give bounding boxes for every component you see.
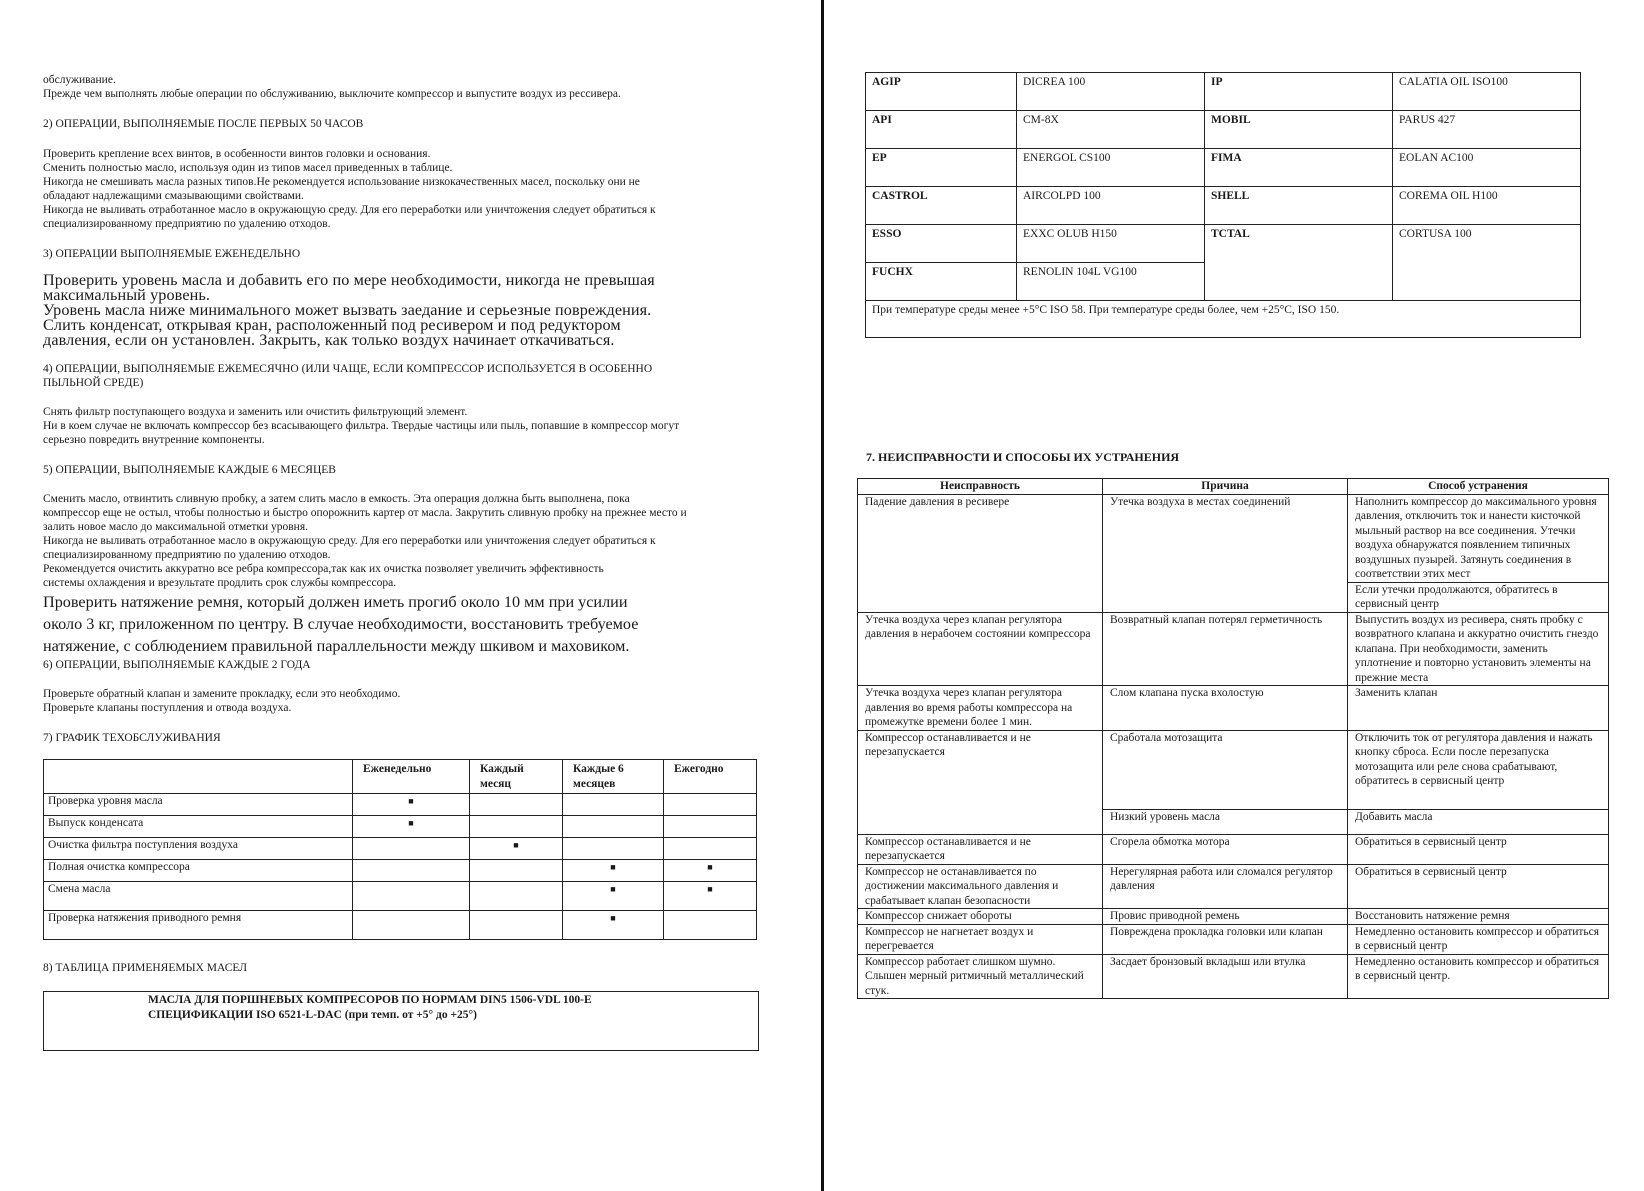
table-row xyxy=(44,882,757,911)
table-cell: Возвратный клапан потерял герметичность xyxy=(1103,612,1348,686)
oil-spec-box xyxy=(43,991,759,1051)
check-mark-cell xyxy=(353,911,470,940)
text-line: Снять фильтр поступающего воздуха и заменить или очистить фильтрующий элемент. xyxy=(43,406,468,418)
text-line: обслуживание. xyxy=(43,74,116,86)
table-cell: Провис приводной ремень xyxy=(1103,909,1348,925)
table-cell: CORTUSA 100 xyxy=(1393,225,1581,301)
table-cell: Утечка воздуха через клапан регулятора давления во время работы компрессора на промежутке времени более 1 мин. xyxy=(858,686,1103,731)
oil-brands-table xyxy=(865,72,1581,338)
check-mark-cell xyxy=(353,860,470,882)
table-cell: CM-8X xyxy=(1017,111,1205,149)
text-line: компрессор еще не остыл, чтобы полностью и быстро опорожнить картер от масла. Закрутить сливную пробку на прежнее место и xyxy=(43,507,687,519)
table-row xyxy=(866,111,1581,149)
table-row xyxy=(858,730,1609,809)
large-text-line: максимальный уровень. xyxy=(43,286,211,304)
text-line: Прежде чем выполнять любые операции по обслуживанию, выключите компрессор и выпустите воздух из рессивера. xyxy=(43,88,621,100)
table-row xyxy=(858,909,1609,925)
table-cell: RENOLIN 104L VG100 xyxy=(1017,263,1205,301)
table-cell: AIRCOLPD 100 xyxy=(1017,187,1205,225)
table-header: Ежегодно xyxy=(664,760,757,794)
table-cell: Повреждена прокладка головки или клапан xyxy=(1103,924,1348,954)
text-line: Проверьте клапаны поступления и отвода воздуха. xyxy=(43,702,292,714)
table-cell: Если утечки продолжаются, обратитесь в сервисный центр xyxy=(1348,582,1609,612)
large-text-line: Уровень масла ниже минимального может вызвать заедание и серьезные повреждения. xyxy=(43,301,652,319)
text-line: Рекомендуется очистить аккуратно все ребра компрессора,так как их очистка позволяет увеличить эффективность xyxy=(43,563,604,575)
table-cell: Отключить ток от регулятора давления и нажать кнопку сброса. Если после перезапуска мотозащита или реле снова срабатывают, обратитесь в сервисный центр xyxy=(1348,730,1609,809)
section-2-title: 2) ОПЕРАЦИИ, ВЫПОЛНЯЕМЫЕ ПОСЛЕ ПЕРВЫХ 50 ЧАСОВ xyxy=(43,118,364,130)
text-line: серьезно повредить внутренние компоненты. xyxy=(43,434,265,446)
table-cell: Проверка натяжения приводного ремня xyxy=(44,911,353,940)
table-header: Причина xyxy=(1103,479,1348,495)
check-mark-cell: ■ xyxy=(353,816,470,838)
text-line: обладают надлежащими смазывающими свойствами. xyxy=(43,190,304,202)
table-cell: CASTROL xyxy=(866,187,1017,225)
check-mark-cell xyxy=(664,794,757,816)
check-mark-cell: ■ xyxy=(563,882,664,911)
check-mark-cell: ■ xyxy=(563,911,664,940)
large-text-line: Проверить уровень масла и добавить его по мере необходимости, никогда не превышая xyxy=(43,271,655,289)
section-5-title: 5) ОПЕРАЦИИ, ВЫПОЛНЯЕМЫЕ КАЖДЫЕ 6 МЕСЯЦЕВ xyxy=(43,464,336,476)
table-cell: Компрессор не останавливается по достижении максимального давления и срабатывает клапан безопасности xyxy=(858,864,1103,909)
troubleshooting-table xyxy=(857,478,1609,999)
table-cell: Сработала мотозащита xyxy=(1103,730,1348,809)
table-cell: Компрессор останавливается и не перезапускается xyxy=(858,834,1103,864)
table-cell: Обратиться в сервисный центр xyxy=(1348,864,1609,909)
table-cell: AGIP xyxy=(866,73,1017,111)
section-6-title: 6) ОПЕРАЦИИ, ВЫПОЛНЯЕМЫЕ КАЖДЫЕ 2 ГОДА xyxy=(43,659,311,671)
table-row xyxy=(44,794,757,816)
text-line: Никогда не выливать отработанное масло в окружающую среду. Для его переработки или уничтожения следует обратиться к xyxy=(43,204,656,216)
text-line: системы охлаждения и врезультате продлить срок службы компрессора. xyxy=(43,577,397,589)
text-line: залить новое масло до максимальной отметки уровня. xyxy=(43,521,308,533)
table-cell: PARUS 427 xyxy=(1393,111,1581,149)
table-cell: Компрессор не нагнетает воздух и перегревается xyxy=(858,924,1103,954)
table-cell: EXXC OLUB H150 xyxy=(1017,225,1205,263)
table-cell: EOLAN AC100 xyxy=(1393,149,1581,187)
check-mark-cell xyxy=(470,816,563,838)
text-line: Проверьте обратный клапан и замените прокладку, если это необходимо. xyxy=(43,688,401,700)
table-cell: Слом клапана пуска вхолостую xyxy=(1103,686,1348,731)
table-row xyxy=(44,816,757,838)
table-row xyxy=(866,73,1581,111)
table-cell: ENERGOL CS100 xyxy=(1017,149,1205,187)
section-3-title: 3) ОПЕРАЦИИ ВЫПОЛНЯЕМЫЕ ЕЖЕНЕДЕЛЬНО xyxy=(43,248,301,260)
table-cell: MOBIL xyxy=(1205,111,1393,149)
text-line: Никогда не смешивать масла разных типов.Не рекомендуется использование низкокачественных масел, поскольку они не xyxy=(43,176,640,188)
check-mark-cell xyxy=(353,882,470,911)
table-cell: DICREA 100 xyxy=(1017,73,1205,111)
table-cell: CALATIA OIL ISO100 xyxy=(1393,73,1581,111)
text-line: Сменить полностью масло, используя один из типов масел приведенных в таблице. xyxy=(43,162,453,174)
table-header: Неисправность xyxy=(858,479,1103,495)
check-mark-cell xyxy=(353,838,470,860)
table-row xyxy=(858,834,1609,864)
table-cell: Смена масла xyxy=(44,882,353,911)
check-mark-cell: ■ xyxy=(470,838,563,860)
check-mark-cell xyxy=(470,860,563,882)
table-row xyxy=(44,860,757,882)
text-line: Проверить крепление всех винтов, в особенности винтов головки и основания. xyxy=(43,148,431,160)
table-cell: ESSO xyxy=(866,225,1017,263)
table-cell: TCTAL xyxy=(1205,225,1393,301)
check-mark-cell xyxy=(470,882,563,911)
table-row xyxy=(858,612,1609,686)
section-7-title: 7) ГРАФИК ТЕХОБСЛУЖИВАНИЯ xyxy=(43,732,221,744)
table-cell: Добавить масла xyxy=(1348,809,1609,834)
table-header-row xyxy=(858,479,1609,495)
text-line: Никогда не выливать отработанное масло в окружающую среду. Для его переработки или уничтожения следует обратиться к xyxy=(43,535,656,547)
table-cell: Обратиться в сервисный центр xyxy=(1348,834,1609,864)
check-mark-cell: ■ xyxy=(664,882,757,911)
table-cell: FIMA xyxy=(1205,149,1393,187)
table-cell: Полная очистка компрессора xyxy=(44,860,353,882)
check-mark-cell xyxy=(563,816,664,838)
table-cell: Выпустить воздух из ресивера, снять пробку с возвратного клапана и аккуратно очистить гнездо клапана. При необходимости, заменить уплотнение и повторно установить элементы на прежние места xyxy=(1348,612,1609,686)
maintenance-schedule-table xyxy=(43,759,757,940)
table-row xyxy=(858,494,1609,582)
table-cell: Засдает бронзовый вкладыш или втулка xyxy=(1103,954,1348,999)
text-line: специализированному предприятию по удалению отходов. xyxy=(43,549,331,561)
check-mark-cell xyxy=(470,911,563,940)
table-cell: Низкий уровень масла xyxy=(1103,809,1348,834)
table-header xyxy=(44,760,353,794)
table-cell: Восстановить натяжение ремня xyxy=(1348,909,1609,925)
table-row xyxy=(44,838,757,860)
table-row xyxy=(866,225,1581,263)
check-mark-cell xyxy=(664,838,757,860)
table-row xyxy=(858,686,1609,731)
table-header: Способ устранения xyxy=(1348,479,1609,495)
table-cell: Проверка уровня масла xyxy=(44,794,353,816)
table-cell: COREMA OIL H100 xyxy=(1393,187,1581,225)
check-mark-cell: ■ xyxy=(563,860,664,882)
table-cell: EP xyxy=(866,149,1017,187)
check-mark-cell xyxy=(664,911,757,940)
text-line: Ни в коем случае не включать компрессор без всасывающего фильтра. Твердые частицы или пыль, попавшие в компрессор могут xyxy=(43,420,680,432)
table-header: Каждые 6 месяцев xyxy=(563,760,664,794)
table-cell: FUCHX xyxy=(866,263,1017,301)
check-mark-cell xyxy=(563,838,664,860)
table-cell: Немедленно остановить компрессор и обратиться в сервисный центр. xyxy=(1348,954,1609,999)
table-row xyxy=(866,149,1581,187)
section-4-title-cont: ПЫЛЬНОЙ СРЕДЕ) xyxy=(43,377,144,389)
section-4-title: 4) ОПЕРАЦИИ, ВЫПОЛНЯЕМЫЕ ЕЖЕМЕСЯЧНО (ИЛИ ЧАЩЕ, ЕСЛИ КОМПРЕССОР ИСПОЛЬЗУЕТСЯ В ОСОБЕННО xyxy=(43,363,653,375)
table-cell: Компрессор останавливается и не перезапускается xyxy=(858,730,1103,834)
table-header-row xyxy=(44,760,757,794)
table-cell: Компрессор работает слишком шумно. Слышен мерный ритмичный металлический стук. xyxy=(858,954,1103,999)
table-row xyxy=(858,864,1609,909)
table-cell: Сгорела обмотка мотора xyxy=(1103,834,1348,864)
faults-section-title: 7. НЕИСПРАВНОСТИ И СПОСОБЫ ИХ УСТРАНЕНИЯ xyxy=(866,450,1180,464)
table-row xyxy=(866,187,1581,225)
table-cell: Заменить клапан xyxy=(1348,686,1609,731)
table-header: Еженедельно xyxy=(353,760,470,794)
table-cell: Утечка воздуха через клапан регулятора давления в нерабочем состоянии компрессора xyxy=(858,612,1103,686)
oil-note: При температуре среды менее +5°C ISO 58. При температуре среды более, чем +25°C, ISO 150. xyxy=(866,301,1581,338)
table-row xyxy=(858,954,1609,999)
large-text-line: давления, если он установлен. Закрыть, как только воздух начинает откачиваться. xyxy=(43,331,615,349)
table-cell: Наполнить компрессор до максимального уровня давления, отключить ток и нанести кисточкой мыльный раствор на все соединения. Утечки воздуха обнаружатся появлением типичных воздушных пузырей. Затянуть соединения в соответствии этих мест xyxy=(1348,494,1609,582)
table-cell: Компрессор снижает обороты xyxy=(858,909,1103,925)
table-row xyxy=(44,911,757,940)
table-cell: Нерегулярная работа или сломался регулятор давления xyxy=(1103,864,1348,909)
table-cell: Падение давления в ресивере xyxy=(858,494,1103,612)
text-line: специализированному предприятию по удалению отходов. xyxy=(43,218,331,230)
oil-spec-line: СПЕЦИФИКАЦИИ ISO 6521-L-DAC (при темп. от +5° до +25°) xyxy=(148,1009,477,1021)
check-mark-cell: ■ xyxy=(664,860,757,882)
table-row xyxy=(858,924,1609,954)
oil-spec-line: МАСЛА ДЛЯ ПОРШНЕВЫХ КОМПРЕСОРОВ ПО НОРМАМ DIN5 1506-VDL 100-E xyxy=(148,994,592,1006)
table-cell: Утечка воздуха в местах соединений xyxy=(1103,494,1348,612)
table-cell: Выпуск конденсата xyxy=(44,816,353,838)
table-cell: Немедленно остановить компрессор и обратиться в сервисный центр xyxy=(1348,924,1609,954)
large-text-line: около 3 кг, приложенном по центру. В случае необходимости, восстановить требуемое xyxy=(43,615,639,633)
large-text-line: натяжение, с соблюдением правильной параллельности между шкивом и маховиком. xyxy=(43,637,630,655)
text-line: Сменить масло, отвинтить сливную пробку, а затем слить масло в емкость. Эта операция должна быть выполнена, пока xyxy=(43,493,630,505)
check-mark-cell xyxy=(563,794,664,816)
table-header: Каждый месяц xyxy=(470,760,563,794)
check-mark-cell xyxy=(470,794,563,816)
table-cell: API xyxy=(866,111,1017,149)
check-mark-cell: ■ xyxy=(353,794,470,816)
table-row xyxy=(866,301,1581,338)
table-cell: Очистка фильтра поступления воздуха xyxy=(44,838,353,860)
large-text-line: Слить конденсат, открывая кран, расположенный под ресивером и под редуктором xyxy=(43,316,621,334)
table-cell: IP xyxy=(1205,73,1393,111)
large-text-line: Проверить натяжение ремня, который должен иметь прогиб около 10 мм при усилии xyxy=(43,593,628,611)
section-8-title: 8) ТАБЛИЦА ПРИМЕНЯЕМЫХ МАСЕЛ xyxy=(43,962,248,974)
right-page xyxy=(824,0,1644,1191)
table-cell: SHELL xyxy=(1205,187,1393,225)
check-mark-cell xyxy=(664,816,757,838)
